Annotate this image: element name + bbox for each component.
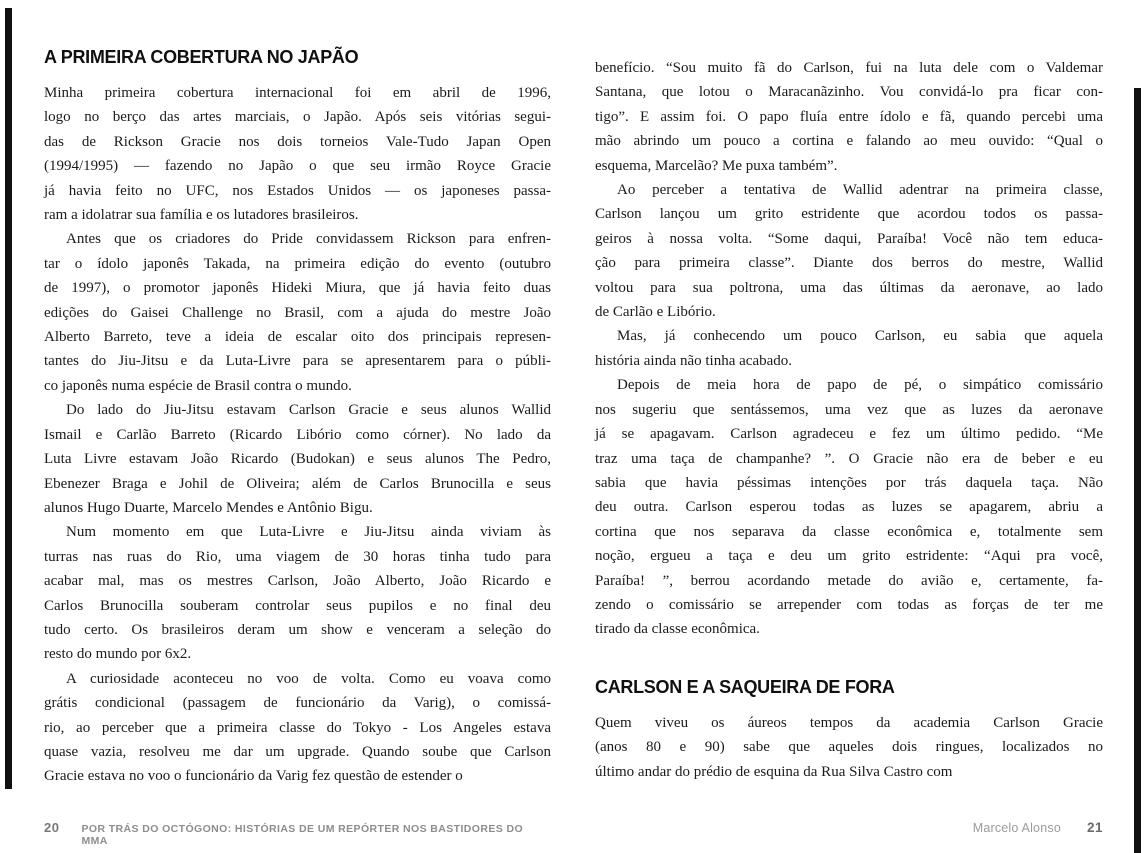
page-number-left: 20 xyxy=(44,820,60,835)
page-edge-shadow-right xyxy=(1134,88,1141,853)
paragraph xyxy=(44,520,551,666)
text-line: (1994/1995) — fazendo no Japão o que seu irmão Royce Gracie xyxy=(44,158,551,175)
text-line: Minha primeira cobertura internacional foi em abril de 1996, xyxy=(44,85,551,101)
text-line: Do lado do Jiu-Jitsu estavam Carlson Gracie e seus alunos Wallid xyxy=(66,402,551,419)
right-page xyxy=(595,0,1103,853)
right-page-body-bottom xyxy=(595,711,1103,784)
text-line: tar o ídolo japonês Takada, na primeira edição do evento (outubro xyxy=(44,255,551,272)
left-page-body xyxy=(44,81,551,789)
section-heading-japan: A PRIMEIRA COBERTURA NO JAPÃO xyxy=(44,47,359,67)
text-line: tirado da classe econômica. xyxy=(595,621,760,638)
right-page-footer xyxy=(595,820,1103,835)
page-number-right: 21 xyxy=(1086,820,1103,835)
text-line: (anos 80 e 90) sabe que aqueles dois ringues, localizados no xyxy=(595,739,1103,756)
text-line: benefício. “Sou muito fã do Carlson, fui na luta dele com o Valdemar xyxy=(595,60,1103,76)
text-line: acabar mal, mas os mestres Carlson, João Alberto, João Ricardo e xyxy=(44,573,551,590)
text-line: ção para primeira classe”. Diante dos berros do mestre, Wallid xyxy=(595,255,1103,272)
text-line: Luta Livre estavam João Ricardo (Budokan) e seus alunos The Pedro, xyxy=(44,451,551,468)
text-line: noção, ergueu a taça e deu um grito estridente: “Aqui pra você, xyxy=(595,548,1103,565)
text-line: geiros à nossa volta. “Some daqui, Paraíba! Você não tem educa- xyxy=(595,230,1103,247)
text-line: co japonês numa espécie de Brasil contra o mundo. xyxy=(44,377,352,394)
text-line: zendo o comissário se arrepender com todas as forças de ter me xyxy=(595,596,1103,613)
text-line: voltou para sua poltrona, uma das últimas da aeronave, ao lado xyxy=(595,279,1103,296)
running-title-book: POR TRÁS DO OCTÓGONO: HISTÓRIAS DE UM REPÓRTER NOS BASTIDORES DO MMA xyxy=(81,823,524,847)
text-line: já se apagavam. Carlson agradeceu e fez um último pedido. “Me xyxy=(595,426,1103,443)
text-line: de Carlão e Libório. xyxy=(595,304,716,321)
text-line: cortina que nos separava da classe econômica e, totalmente sem xyxy=(595,523,1103,540)
text-line: Gracie estava no voo o funcionário da Varig fez questão de estender o xyxy=(44,768,463,785)
text-line: já havia feito no UFC, nos Estados Unidos — os japoneses passa- xyxy=(44,182,551,199)
paragraph xyxy=(44,398,551,520)
text-line: história ainda não tinha acabado. xyxy=(595,352,793,369)
text-line: quase vazia, resolveu me dar um upgrade. Quando soube que Carlson xyxy=(44,743,551,760)
text-line: de 1997), o promotor japonês Hideki Miura, que já havia feito duas xyxy=(44,280,551,297)
text-line: grátis condicional (passagem de funcionário da Varig), o comissá- xyxy=(44,695,551,712)
text-line: último andar do prédio de esquina da Rua Silva Castro com xyxy=(595,763,953,780)
paragraph xyxy=(595,373,1103,641)
text-line: Antes que os criadores do Pride convidassem Rickson para enfren- xyxy=(66,231,551,248)
paragraph xyxy=(595,178,1103,324)
left-page xyxy=(44,0,551,853)
text-line: nos sugeriu que sentássemos, uma vez que as luzes da aeronave xyxy=(595,401,1103,418)
text-line: alunos Hugo Duarte, Marcelo Mendes e Antônio Bigu. xyxy=(44,499,373,516)
text-line: tigo”. E assim foi. O papo fluía entre ídolo e fã, quando percebi uma xyxy=(595,108,1103,125)
text-line: tantes do Jiu-Jitsu e da Luta-Livre para se apresentarem para o públi- xyxy=(44,353,551,370)
text-line: Ebenezer Braga e Johil de Oliveira; além de Carlos Brunocilla e seus xyxy=(44,475,551,492)
text-line: Santana, que lotou o Maracanãzinho. Vou convidá-lo pra ficar con- xyxy=(595,84,1103,101)
text-line: Ismail e Carlão Barreto (Ricardo Libório como córner). No lado da xyxy=(44,426,551,443)
text-line: Alberto Barreto, teve a ideia de escalar oito dos principais represen- xyxy=(44,329,551,346)
text-line: Quem viveu os áureos tempos da academia Carlson Gracie xyxy=(595,714,1103,731)
text-line: traz uma taça de champanhe? ”. O Gracie não era de beber e eu xyxy=(595,450,1103,467)
text-line: deu outra. Carlson esperou todas as luzes se apagarem, abriu a xyxy=(595,499,1103,516)
text-line: A curiosidade aconteceu no voo de volta. Como eu voava como xyxy=(66,670,551,687)
paragraph xyxy=(595,711,1103,784)
text-line: Depois de meia hora de papo de pé, o simpático comissário xyxy=(617,377,1103,394)
text-line: Carlson lançou um grito estridente que acordou todos os passa- xyxy=(595,206,1103,223)
text-line: Num momento em que Luta-Livre e Jiu-Jitsu ainda viviam às xyxy=(66,524,551,541)
text-line: sabia que havia péssimas intenções por trás daquela taça. Não xyxy=(595,474,1103,491)
paragraph xyxy=(44,227,551,398)
paragraph xyxy=(595,324,1103,373)
text-line: tudo certo. Os brasileiros deram um show e venceram a seleção do xyxy=(44,621,551,638)
paragraph xyxy=(44,667,551,789)
text-line: rio, ao perceber que a primeira classe do Tokyo - Los Angeles estava xyxy=(44,719,551,736)
text-line: turras nas ruas do Rio, uma viagem de 30 horas tinha tudo para xyxy=(44,548,551,565)
text-line: das de Rickson Gracie nos dois torneios Vale-Tudo Japan Open xyxy=(44,133,551,150)
text-line: ram a idolatrar sua família e os lutadores brasileiros. xyxy=(44,207,359,224)
paragraph xyxy=(44,81,551,227)
text-line: logo no berço das artes marciais, o Japão. Após seis vitórias segui- xyxy=(44,109,551,126)
text-line: mão abrindo um pouco a cortina e falando ao meu ouvido: “Qual o xyxy=(595,133,1103,150)
text-line: Paraíba! ”, berrou acordando metade do avião e, certamente, fa- xyxy=(595,572,1103,589)
paragraph xyxy=(595,56,1103,178)
left-page-footer xyxy=(44,820,551,847)
text-line: resto do mundo por 6x2. xyxy=(44,646,192,663)
text-line: Ao perceber a tentativa de Wallid adentrar na primeira classe, xyxy=(617,182,1103,199)
text-line: esquema, Marcelão? Me puxa também”. xyxy=(595,157,838,174)
text-line: edições do Gaisei Challenge no Brasil, com a ajuda do mestre João xyxy=(44,304,551,321)
right-page-body-top xyxy=(595,56,1103,642)
page-edge-shadow-left xyxy=(5,8,12,789)
text-line: Carlos Brunocilla souberam controlar seus pupilos e no final deu xyxy=(44,597,551,614)
section-heading-carlson: CARLSON E A SAQUEIRA DE FORA xyxy=(595,676,895,697)
text-line: Mas, já conhecendo um pouco Carlson, eu sabia que aquela xyxy=(617,328,1103,345)
running-title-author: Marcelo Alonso xyxy=(972,821,1061,835)
